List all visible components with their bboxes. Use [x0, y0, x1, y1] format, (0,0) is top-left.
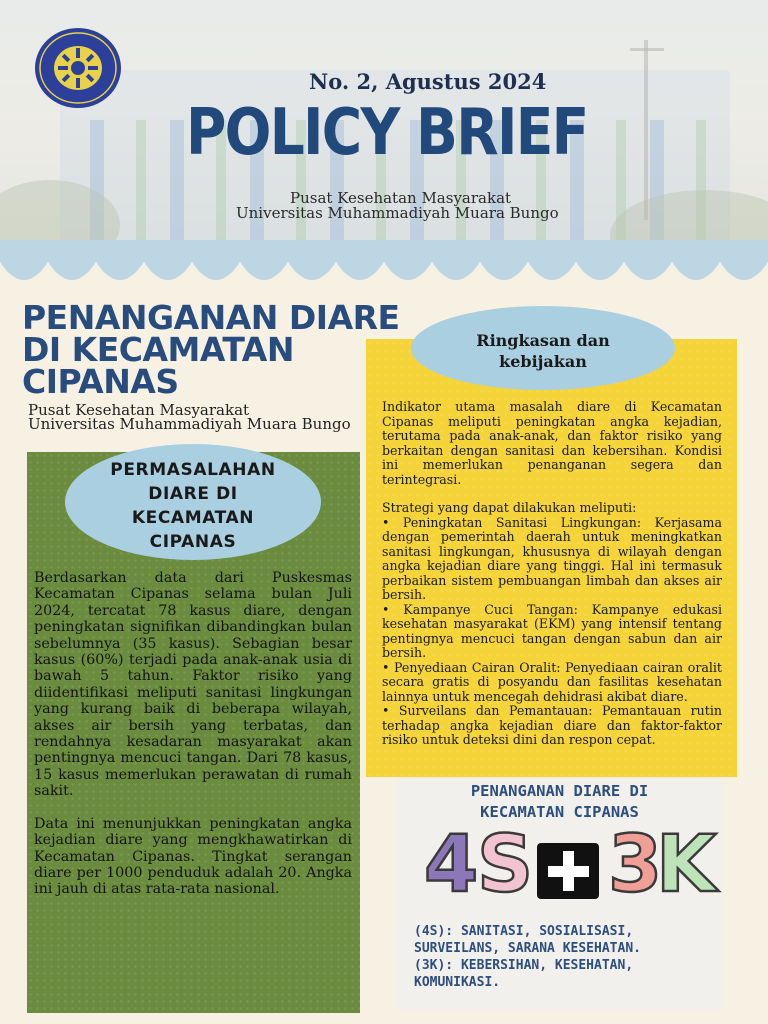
problem-body — [34, 570, 352, 914]
big-k-glyph: K — [656, 820, 717, 910]
main-title-line: DI KECAMATAN — [22, 330, 294, 369]
problem-paragraph: Berdasarkan data dari Puskesmas Kecamatan Cipanas selama bulan Juli 2024, tercatat 78 kasus diare, dengan peningkatan signifikan dibandingkan bulan sebelumnya (35 kasus). Sebagian besar kasus (60%) terjadi pada anak-anak usia di bawah 5 tahun. Faktor risiko yang diidentifikasi meliputi sanitasi lingkungan yang kurang baik di beberapa wilayah, akses air bersih yang terbatas, dan rendahnya kesadaran masyarakat akan pentingnya mencuci tangan. Dari 78 kasus, 15 kasus memerlukan perawatan di rumah sakit. — [34, 570, 352, 800]
scalloped-divider — [0, 240, 768, 290]
strategy-item: • Peningkatan Sanitasi Lingkungan: Kerjasama dengan pemerintah daerah untuk meningkatkan sanitasi lingkungan, khususnya di wilayah dengan angka kejadian diare yang tinggi. Hal ini termasuk perbaikan sistem pembuangan limbah dan akses air bersih. — [382, 514, 722, 602]
problem-paragraph: Data ini menunjukkan peningkatan angka kejadian diare yang mengkhawatirkan di Kecamatan Cipanas. Tingkat serangan diare per 1000 penduduk adalah 20. Angka ini jauh di atas rata-rata nasional. — [34, 815, 352, 898]
strategy-item: • Kampanye Cuci Tangan: Kampanye edukasi kesehatan masyarakat (EKM) yang intensif tentang pentingnya mencuci tangan dengan sabun dan air bersih. — [382, 601, 722, 660]
subtitle-university: Universitas Muhammadiyah Muara Bungo — [28, 415, 351, 433]
summary-body — [382, 400, 722, 748]
big-4-glyph: 4 — [424, 820, 479, 910]
main-title — [22, 298, 400, 401]
card-legend-line: (4S): SANITASI, SOSIALISASI, — [414, 924, 634, 939]
issue-label: No. 2, Agustus 2024 — [309, 69, 547, 94]
header-org: Pusat Kesehatan Masyarakat — [290, 189, 512, 207]
strategy-list — [382, 516, 722, 748]
university-logo-icon — [33, 26, 123, 110]
subtitle-org: Pusat Kesehatan Masyarakat — [28, 401, 250, 419]
card-title — [397, 781, 722, 823]
problem-heading — [65, 458, 321, 554]
card-legend-line: SURVEILANS, SARANA KESEHATAN. — [414, 941, 641, 956]
main-title-line: PENANGANAN DIARE — [22, 298, 400, 337]
problem-heading-line: CIPANAS — [149, 532, 237, 552]
problem-heading-line: DIARE DI — [148, 484, 238, 504]
problem-heading-line: PERMASALAHAN — [110, 460, 276, 480]
summary-heading-line: Ringkasan dan — [476, 331, 610, 350]
plus-icon-horizontal — [548, 866, 589, 877]
strategy-item: • Penyediaan Cairan Oralit: Penyediaan cairan oralit secara gratis di posyandu dan fasilitas kesehatan lainnya untuk mencegah dehidrasi akibat diare. — [382, 659, 722, 704]
card-legend-line: (3K): KEBERSIHAN, KESEHATAN, — [414, 958, 634, 973]
main-title-line: CIPANAS — [22, 362, 179, 401]
big-3-glyph: 3 — [608, 820, 663, 910]
strategy-intro: Strategi yang dapat dilakukan meliputi: — [382, 500, 637, 515]
card-legend-line: KOMUNIKASI. — [414, 975, 501, 990]
summary-heading-line: kebijakan — [499, 352, 587, 371]
card-title-line: PENANGANAN DIARE DI — [470, 782, 649, 800]
big-s-glyph: S — [477, 820, 534, 910]
problem-heading-line: KECAMATAN — [131, 508, 255, 528]
header-university: Universitas Muhammadiyah Muara Bungo — [236, 204, 559, 222]
card-legend — [414, 923, 716, 991]
card-title-line: KECAMATAN CIPANAS — [480, 803, 639, 821]
summary-intro: Indikator utama masalah diare di Kecamatan Cipanas meliputi peningkatan angka kejadian, terutama pada anak-anak, dan faktor risiko yang berkaitan dengan sanitasi dan kebersihan. Kondisi ini memerlukan penanganan segera dan terintegrasi. — [382, 399, 722, 487]
strategy-item: • Surveilans dan Pemantauan: Pemantauan rutin terhadap angka kejadian diare dan faktor-faktor risiko untuk deteksi dini dan respon cepat. — [382, 703, 722, 747]
policy-brief-title: POLICY BRIEF — [186, 96, 588, 170]
summary-heading — [411, 330, 675, 372]
